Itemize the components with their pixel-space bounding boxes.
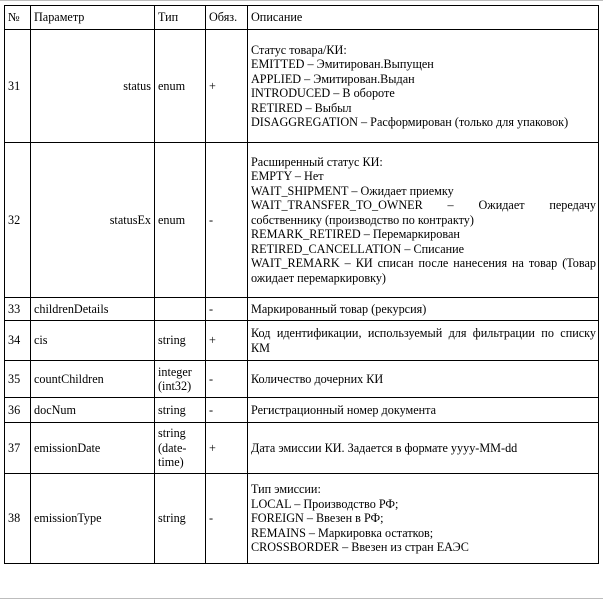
desc-line: CROSSBORDER – Ввезен из стран ЕАЭС xyxy=(251,540,469,555)
desc-line: Регистрационный номер документа xyxy=(251,402,437,417)
row-description xyxy=(248,143,599,298)
desc-line: RETIRED – Выбыл xyxy=(251,100,352,115)
row-description xyxy=(248,321,599,361)
desc-line: WAIT_TRANSFER_TO_OWNER – Ожидает передачу собственнику (производство по контракту) xyxy=(251,198,596,227)
row-description xyxy=(248,474,599,564)
row-param: statusEx xyxy=(31,143,155,298)
row-description xyxy=(248,298,599,321)
row-num: 36 xyxy=(5,398,31,423)
row-param: status xyxy=(31,30,155,143)
row-param: docNum xyxy=(31,398,155,423)
desc-line: Дата эмиссии КИ. Задается в формате yyyy-MM-dd xyxy=(251,440,518,455)
row-type: string xyxy=(155,398,206,423)
row-type: string (date-time) xyxy=(155,423,206,474)
table-row xyxy=(5,298,599,321)
row-num: 33 xyxy=(5,298,31,321)
row-required: + xyxy=(206,321,248,361)
desc-line: EMITTED – Эмитирован.Выпущен xyxy=(251,57,434,71)
row-type: string xyxy=(155,474,206,564)
header-type: Тип xyxy=(155,6,206,30)
row-type xyxy=(155,298,206,321)
table-header-row xyxy=(5,6,599,30)
row-required: - xyxy=(206,143,248,298)
row-num: 34 xyxy=(5,321,31,361)
desc-line: Количество дочерних КИ xyxy=(251,371,384,386)
row-required: + xyxy=(206,30,248,143)
table-row xyxy=(5,423,599,474)
row-required: - xyxy=(206,474,248,564)
row-num: 32 xyxy=(5,143,31,298)
row-required: + xyxy=(206,423,248,474)
desc-line: Маркированный товар (рекурсия) xyxy=(251,301,427,316)
row-type: enum xyxy=(155,143,206,298)
row-num: 31 xyxy=(5,30,31,143)
row-description xyxy=(248,30,599,143)
desc-line: REMAINS – Маркировка остатков; xyxy=(251,525,434,540)
row-param: childrenDetails xyxy=(31,298,155,321)
row-num: 37 xyxy=(5,423,31,474)
desc-line: Расширенный статус КИ: xyxy=(251,154,383,169)
table-row xyxy=(5,361,599,398)
desc-line: REMARK_RETIRED – Перемаркирован xyxy=(251,227,460,242)
desc-line: Код идентификации, используемый для фильтрации по списку КМ xyxy=(251,326,596,355)
row-param: emissionDate xyxy=(31,423,155,474)
header-param: Параметр xyxy=(31,6,155,30)
row-param: cis xyxy=(31,321,155,361)
table-row xyxy=(5,474,599,564)
row-required: - xyxy=(206,361,248,398)
desc-line: EMPTY – Нет xyxy=(251,169,324,184)
row-type: enum xyxy=(155,30,206,143)
desc-line: APPLIED – Эмитирован.Выдан xyxy=(251,71,415,86)
desc-line: INTRODUCED – В обороте xyxy=(251,86,395,100)
header-description: Описание xyxy=(248,6,599,30)
desc-line: RETIRED_CANCELLATION – Списание xyxy=(251,241,465,256)
row-description xyxy=(248,398,599,423)
desc-line: DISAGGREGATION – Расформирован (только для упаковок) xyxy=(251,115,569,129)
row-num: 35 xyxy=(5,361,31,398)
table-row xyxy=(5,321,599,361)
desc-line: WAIT_REMARK – КИ списан после нанесения на товар (Товар ожидает перемаркировку) xyxy=(251,256,596,285)
desc-line: FOREIGN – Ввезен в РФ; xyxy=(251,511,384,526)
table-row xyxy=(5,398,599,423)
row-param: countChildren xyxy=(31,361,155,398)
desc-line: Тип эмиссии: xyxy=(251,482,321,497)
row-type: string xyxy=(155,321,206,361)
row-description xyxy=(248,423,599,474)
desc-line: Статус товара/КИ: xyxy=(251,42,347,57)
row-num: 38 xyxy=(5,474,31,564)
row-type: integer (int32) xyxy=(155,361,206,398)
desc-line: WAIT_SHIPMENT – Ожидает приемку xyxy=(251,183,454,198)
row-required: - xyxy=(206,398,248,423)
desc-line: LOCAL – Производство РФ; xyxy=(251,496,399,511)
table-row xyxy=(5,30,599,143)
header-required: Обяз. xyxy=(206,6,248,30)
row-param: emissionType xyxy=(31,474,155,564)
table-row xyxy=(5,143,599,298)
header-num: № xyxy=(5,6,31,30)
row-description xyxy=(248,361,599,398)
parameters-table xyxy=(4,5,599,564)
row-required: - xyxy=(206,298,248,321)
